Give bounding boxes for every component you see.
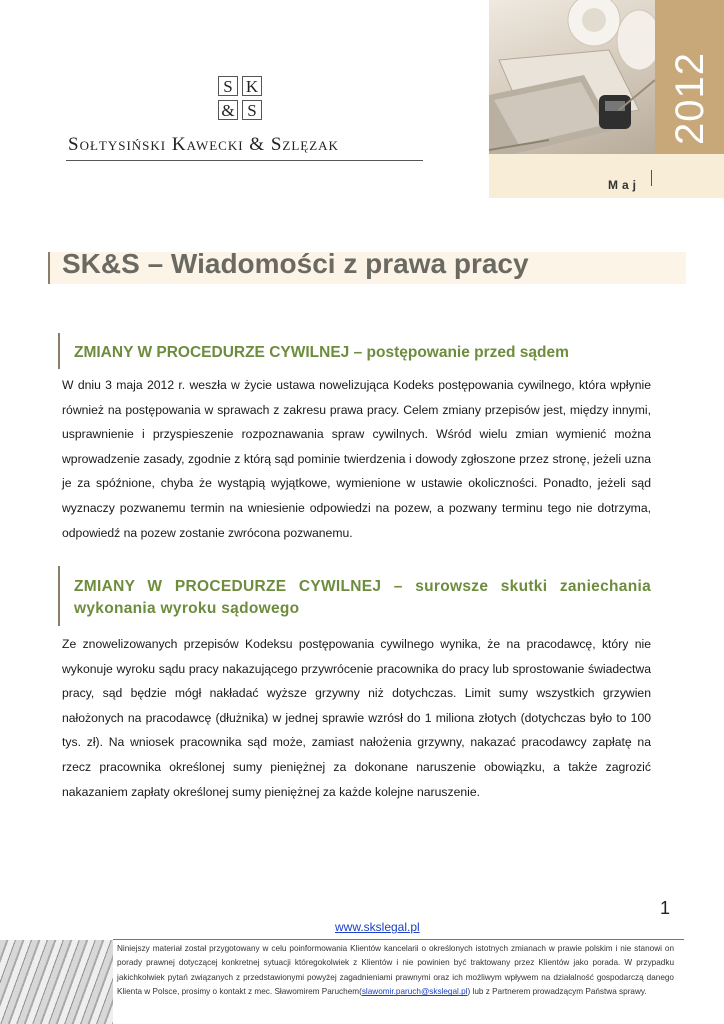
footer-photo [0, 940, 113, 1024]
logo-letter-s2: S [242, 100, 262, 120]
section-2-accent-bar [58, 566, 60, 626]
logo-letter-k: K [242, 76, 262, 96]
logo-ampersand: & [218, 100, 238, 120]
firm-name: Sołtysiński Kawecki & Szlęzak [68, 134, 339, 155]
firm-name-underline [66, 160, 423, 161]
page-title: SK&S – Wiadomości z prawa pracy [62, 248, 529, 279]
issue-month: Maj [608, 178, 641, 192]
footer-disclaimer [117, 942, 674, 1000]
disclaimer-text: Niniejszy materiał został przygotowany w celu poinformowania Klientów kancelarii o określonych istotnych zmianach w prawie polskim i nie stanowi on porady prawnej dotyczącej konkretnej sytuacji któregokolwiek z Klientów i nie powinien być traktowany przez Klientów jako porada. W przypadku jakichkolwiek pytań związanych z przedstawionymi powyżej zagadnieniami prawnymi oraz ich możliwym wpływem na działalność gospodarczą danego Klienta w Polsce, prosimy o kontakt z mec. Sławomirem Paruchem( [117, 944, 674, 997]
logo-letter-s: S [218, 76, 238, 96]
header-photo [489, 0, 655, 154]
section-1-title: ZMIANY W PROCEDURZE CYWILNEJ – postępowanie przed sądem [74, 344, 569, 361]
month-divider [651, 170, 652, 186]
firm-logo [218, 76, 266, 124]
contact-email-link[interactable]: slawomir.paruch@skslegal.pl [361, 987, 468, 997]
website-link[interactable]: www.skslegal.pl [335, 920, 420, 934]
office-desk-illustration [489, 0, 655, 154]
page-number: 1 [660, 898, 671, 918]
footer-rule [113, 939, 684, 940]
issue-year: 2012 [668, 52, 712, 145]
disclaimer-text-end: ) lub z Partnerem prowadzącym Państwa sprawy. [467, 987, 647, 997]
section-2-title: ZMIANY W PROCEDURZE CYWILNEJ – surowsze skutki zaniechania wykonania wyroku sądowego [74, 578, 651, 617]
section-1-accent-bar [58, 333, 60, 369]
month-band [489, 154, 724, 198]
title-accent-bar [48, 252, 50, 284]
section-1-body: W dniu 3 maja 2012 r. weszła w życie ustawa nowelizująca Kodeks postępowania cywilnego, która wpłynie również na postępowania w sprawach z zakresu prawa pracy. Celem zmiany przepisów jest, między innymi, usprawnienie i przyspieszenie rozpoznawania spraw cywilnych. Wśród wielu zmian wymienić można wprowadzenie zasady, zgodnie z którą sąd pominie twierdzenia i dowody zgłoszone przez stronę, jeżeli uzna je za spóźnione, chyba że wystąpią wyjątkowe, wymienione w ustawie okoliczności. Ponadto, jeżeli sąd wyznaczy pozwanemu termin na wniesienie odpowiedzi na pozew, a pozwany terminu tego nie dotrzyma, odpowiedź na pozew zostanie zwrócona pozwanemu. [62, 378, 651, 540]
section-2-body: Ze znowelizowanych przepisów Kodeksu postępowania cywilnego wynika, że na pracodawcę, który nie wykonuje wyroku sądu pracy nakazującego przywrócenie pracownika do pracy lub sprostowanie świadectwa pracy, sąd będzie mógł nakładać wyższe grzywny niż dotychczas. Limit sumy wszystkich grzywien nałożonych na pracodawcę (dłużnika) w jednej sprawie wzrósł do 1 miliona złotych (dotychczas było to 100 tys. zł). Na wniosek pracownika sąd może, zamiast nałożenia grzywny, nakazać pracodawcy zapłatę na rzecz pracownika określonej sumy pieniężnej za dokonane naruszenie obowiązku, a także zagrozić nakazaniem zapłaty określonej sumy pieniężnej za każde kolejne naruszenie. [62, 637, 651, 799]
